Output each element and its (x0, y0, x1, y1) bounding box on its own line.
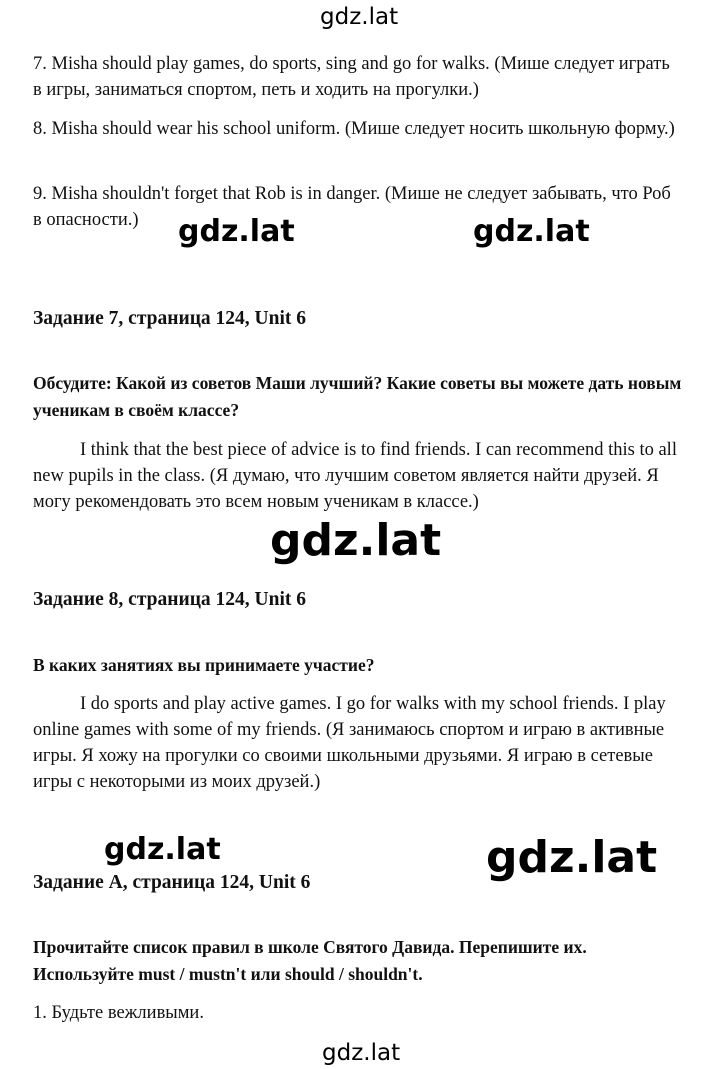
task-7-heading: Задание 7, страница 124, Unit 6 (33, 308, 307, 329)
task-a-heading: Задание A, страница 124, Unit 6 (33, 872, 311, 893)
task-8-answer: I do sports and play active games. I go for walks with my school friends. I play online games with some of my friends. (Я занимаюсь спортом и играю в активные игры. Я хожу на прогулки со своими школьными друзьями. Я играю в сетевые игры с некоторыми из моих друзей.) (33, 694, 666, 792)
task-8-question: В каких занятиях вы принимаете участие? (33, 655, 375, 675)
task-8-heading: Задание 8, страница 124, Unit 6 (33, 589, 307, 610)
task-7-answer: I think that the best piece of advice is to find friends. I can recommend this to all new pupils in the class. (Я думаю, что лучшим советом является найти друзей. Я могу рекомендовать это всем новым ученикам в классе.) (33, 440, 677, 512)
answer-item-7: 7. Misha should play games, do sports, sing and go for walks. (Мише следует играть в игры, заниматься спортом, петь и ходить на прогулки.) (33, 54, 670, 100)
watermark-mid-left: gdz.lat (178, 214, 295, 249)
answer-item-9: 9. Misha shouldn't forget that Rob is in danger. (Мише не следует забывать, что Роб в опасности.) (33, 184, 671, 230)
watermark-lower-right: gdz.lat (486, 832, 658, 883)
task-7-question: Обсудите: Какой из советов Маши лучший? Какие советы вы можете дать новым ученикам в своём классе? (33, 373, 682, 420)
answer-item-8: 8. Misha should wear his school uniform. (Мише следует носить школьную форму.) (33, 119, 675, 139)
watermark-mid-right: gdz.lat (473, 214, 590, 249)
task-a-item-1: 1. Будьте вежливыми. (33, 1003, 204, 1023)
watermark-top: gdz.lat (320, 4, 399, 30)
watermark-bottom: gdz.lat (322, 1040, 401, 1066)
watermark-center: gdz.lat (270, 515, 442, 566)
task-a-question: Прочитайте список правил в школе Святого Давида. Перепишите их. Используйте must / mustn't или should / shouldn't. (33, 937, 587, 984)
watermark-lower-left: gdz.lat (104, 832, 221, 867)
